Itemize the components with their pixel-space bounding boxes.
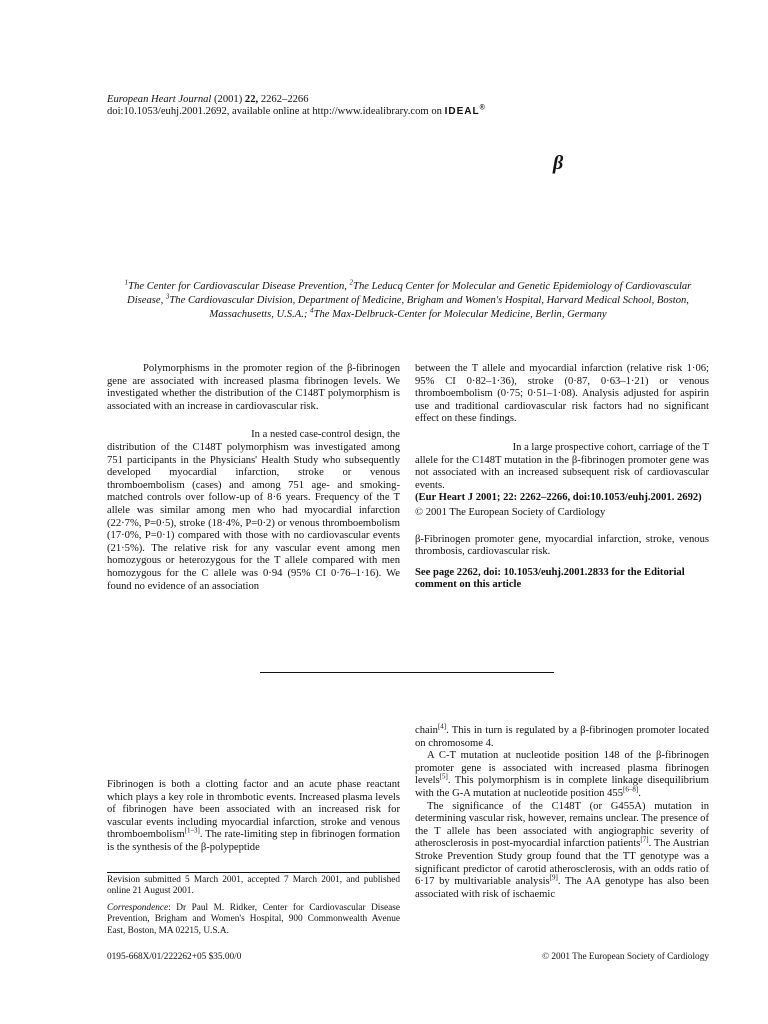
affiliation-1: The Center for Cardiovascular Disease Prevention,: [128, 281, 347, 292]
body-paragraph-1: chain[4]. This in turn is regulated by a β-fibrinogen promoter located on chromosome 4.: [415, 722, 709, 749]
citation-line: [107, 94, 607, 106]
correspondence-note: Correspondence: Dr Paul M. Ridker, Center for Cardiovascular Disease Prevention, Brigham and Women's Hospital, 900 Commonwealth Avenue East, Boston, MA 02215, U.S.A.: [107, 902, 400, 936]
footnotes: [107, 875, 400, 937]
revision-note: Revision submitted 5 March 2001, accepted 7 March 2001, and published online 21 August 2001.: [107, 875, 400, 897]
keywords: β-Fibrinogen promoter gene, myocardial infarction, stroke, venous thrombosis, cardiovascular risk.: [415, 533, 709, 558]
abstract-citation: (Eur Heart J 2001; 22: 2262–2266, doi:10.1053/euhj.2001. 2692): [415, 492, 702, 504]
journal-volume: 22,: [244, 94, 259, 105]
body-paragraph-2: A C-T mutation at nucleotide position 148 of the β-fibrinogen promoter gene is associated with increased plasma fibrinogen levels[5]. This polymorphism is in complete linkage disequilibrium with the G-A mutation at nucleotide position 455[6–8].: [415, 750, 709, 799]
abstract-copyright: © 2001 The European Society of Cardiology: [415, 506, 606, 518]
footer-code: 0195-668X/01/222262+05 $35.00/0: [107, 952, 242, 962]
doi-text: doi:10.1053/euhj.2001.2692, available online at http://www.idealibrary.com on: [107, 106, 442, 118]
editorial-note: See page 2262, doi: 10.1053/euhj.2001.2833 for the Editorial comment on this article: [415, 566, 685, 591]
abstract-results: between the T allele and myocardial infarction (relative risk 1·06; 95% CI 0·82–1·36), stroke (0·87, 0·63–1·21) or venous thromboembolism (0·75; 0·51–1·08). Analysis adjusted for aspirin use and traditional cardiovascular risk factors had no significant effect on these findings.: [415, 363, 709, 425]
doi-line: [107, 106, 607, 118]
abstract-left-column: [107, 363, 400, 593]
ideal-logo: IDEAL®: [444, 105, 486, 118]
affiliations: $^1$The Center for Cardiovascular Disease Prevention, $^2$The Leducq Center for Molecular and Genetic Epidemiology of Cardiovascular Disease, $^3$The Cardiovascular Division, Department of Medicine, Brigham and Women's Hospital, Harvard Medical School, Boston, Massachusetts, U.S.A.; $^4$The Max-Delbruck-Center for Molecular Medicine, Berlin, Germany: [124, 278, 692, 320]
footnote-rule: [107, 872, 400, 873]
affiliation-2: The Leducq Center for Molecular and Genetic Epidemiology of Cardiovascular Disease,: [127, 281, 692, 306]
abstract-background: Polymorphisms in the promoter region of the β-fibrinogen gene are associated with increased plasma fibrinogen levels. We investigated whether the distribution of the C148T polymorphism is associated with an increase in cardiovascular risk.: [107, 363, 400, 412]
affiliation-4: The Max-Delbruck-Center for Molecular Medicine, Berlin, Germany: [313, 308, 607, 320]
journal-pages: 2262–2266: [260, 94, 309, 105]
journal-header: [107, 94, 607, 119]
affiliation-3: The Cardiovascular Division, Department of Medicine, Brigham and Women's Hospital, Harvard Medical School, Boston, Massachusetts, U.S.A.;: [169, 294, 689, 320]
footer-copyright: © 2001 The European Society of Cardiology: [542, 952, 709, 962]
section-divider: [260, 672, 554, 673]
introduction-paragraph: Fibrinogen is both a clotting factor and an acute phase reactant which plays a key role in thrombotic events. Increased plasma levels of fibrinogen have been associated with an increased risk for vascular events including myocardial infarction, stroke and venous thromboembolism[1–3]. The rate-limiting step in fibrinogen formation is the synthesis of the β-polypeptide: [107, 779, 400, 853]
body-left-column: [107, 779, 400, 855]
body-right-column: [415, 722, 709, 901]
abstract-methods: In a nested case-control design, the distribution of the C148T polymorphism was investigated among 751 participants in the Physicians' Health Study who subsequently developed myocardial infarction, stroke or venous thromboembolism (cases) and among 751 age- and smoking-matched controls over follow-up of 8·6 years. Frequency of the T allele was similar among men who had myocardial infarction (22·7%, P=0·5), stroke (18·4%, P=0·2) or venous thromboembolism (17·0%, P=0·1) compared with those with no cardiovascular events (21·5%). The relative risk for any vascular event among men homozygous or heterozygous for the T allele compared with men homozygous for the C allele was 0·94 (95% CI 0·76–1·16). We found no evidence of an association: [107, 429, 400, 592]
body-paragraph-3: The significance of the C148T (or G455A) mutation in determining vascular risk, however, remains unclear. The presence of the T allele has been associated with angiographic severity of atherosclerosis in post-myocardial infarction patients[7]. The Austrian Stroke Prevention Study group found that the TT genotype was a significant predictor of carotid atherosclerosis, with an odds ratio of 6·17 by multivariable analysis[9]. The AA genotype has also been associated with risk of ischaemic: [415, 800, 709, 900]
journal-year: (2001): [214, 94, 243, 105]
abstract-right-column: [415, 363, 709, 592]
title-beta-symbol: β: [553, 152, 564, 174]
journal-name: European Heart Journal: [107, 94, 212, 105]
abstract-conclusions: In a large prospective cohort, carriage of the T allele for the C148T mutation in the β-fibrinogen promoter gene was not associated with an increased subsequent risk of cardiovascular events.: [415, 441, 709, 491]
